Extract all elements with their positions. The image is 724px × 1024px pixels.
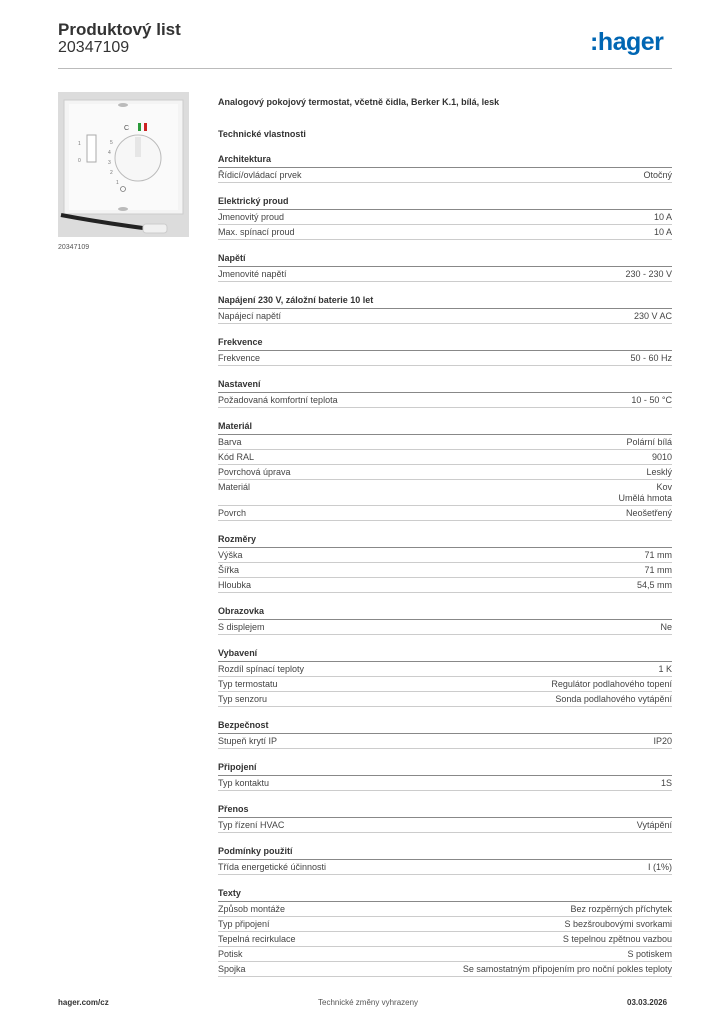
spec-label: Povrch <box>218 508 247 518</box>
spec-value <box>654 212 672 223</box>
spec-label: Jmenovité napětí <box>218 269 287 279</box>
spec-value <box>637 580 672 591</box>
spec-value <box>625 269 672 280</box>
spec-row <box>218 465 672 480</box>
spec-row <box>218 480 672 506</box>
spec-row <box>218 776 672 791</box>
product-image <box>58 92 189 237</box>
spec-value <box>564 919 672 930</box>
spec-group-title: Podmínky použití <box>218 846 672 860</box>
spec-label: Spojka <box>218 964 246 974</box>
spec-label: Typ řízení HVAC <box>218 820 285 830</box>
spec-label: Max. spínací proud <box>218 227 295 237</box>
spec-label: Typ termostatu <box>218 679 278 689</box>
spec-group <box>218 196 672 240</box>
spec-value-line: Polární bílá <box>626 437 672 447</box>
footer-website: hager.com/cz <box>58 998 109 1007</box>
spec-label: Potisk <box>218 949 243 959</box>
footer-date: 03.03.2026 <box>627 998 668 1007</box>
spec-group <box>218 648 672 707</box>
spec-value-line: S bezšroubovými svorkami <box>564 919 672 929</box>
spec-label: Hloubka <box>218 580 252 590</box>
spec-group-title: Nastavení <box>218 379 672 393</box>
spec-group-title: Připojení <box>218 762 672 776</box>
spec-label: Požadovaná komfortní teplota <box>218 395 338 405</box>
spec-row <box>218 210 672 225</box>
spec-value <box>661 778 672 789</box>
spec-group-title: Architektura <box>218 154 672 168</box>
spec-row <box>218 450 672 465</box>
spec-value <box>555 694 672 705</box>
image-caption: 20347109 <box>58 244 90 251</box>
spec-value-line: 10 A <box>653 212 672 222</box>
spec-group-title: Obrazovka <box>218 606 672 620</box>
spec-label: Napájecí napětí <box>218 311 282 321</box>
spec-group-title: Přenos <box>218 804 672 818</box>
spec-row <box>218 548 672 563</box>
spec-value <box>634 311 672 322</box>
spec-value-line: 71 mm <box>644 565 672 575</box>
svg-text:0: 0 <box>78 158 81 164</box>
spec-row <box>218 662 672 677</box>
spec-group <box>218 846 672 875</box>
spec-group-title: Elektrický proud <box>218 196 672 210</box>
spec-group <box>218 888 672 977</box>
svg-text:1: 1 <box>78 141 81 147</box>
spec-value-line: 1 K <box>658 664 672 674</box>
spec-value-line: I (1%) <box>647 862 672 872</box>
spec-row <box>218 435 672 450</box>
spec-label: Rozdíl spínací teploty <box>218 664 305 674</box>
spec-group <box>218 337 672 366</box>
spec-label: Tepelná recirkulace <box>218 934 296 944</box>
spec-group <box>218 253 672 282</box>
spec-value <box>626 437 672 448</box>
spec-label: S displejem <box>218 622 265 632</box>
spec-group-title: Frekvence <box>218 337 672 351</box>
svg-text:3: 3 <box>108 160 111 166</box>
spec-value-line: Lesklý <box>646 467 672 477</box>
product-code: 20347109 <box>58 39 130 56</box>
spec-row <box>218 225 672 240</box>
spec-value-line: S potiskem <box>627 949 672 959</box>
spec-label: Frekvence <box>218 353 261 363</box>
spec-value-line: Bez rozpěrných příchytek <box>570 904 672 914</box>
header-divider <box>58 68 672 69</box>
spec-value <box>551 679 672 690</box>
spec-group <box>218 379 672 408</box>
spec-value <box>626 508 672 519</box>
spec-content <box>218 97 672 977</box>
page-title: Produktový list <box>58 20 181 39</box>
spec-row <box>218 168 672 183</box>
spec-group-title: Rozměry <box>218 534 672 548</box>
spec-label: Způsob montáže <box>218 904 286 914</box>
spec-row <box>218 734 672 749</box>
svg-text:C: C <box>124 125 130 132</box>
spec-row <box>218 677 672 692</box>
spec-group <box>218 720 672 749</box>
spec-label: Výška <box>218 550 243 560</box>
spec-row <box>218 962 672 977</box>
spec-label: Typ kontaktu <box>218 778 270 788</box>
spec-value <box>627 949 672 960</box>
spec-value-line: 230 V AC <box>633 311 672 321</box>
spec-group-title: Napájení 230 V, záložní baterie 10 let <box>218 295 672 309</box>
spec-row <box>218 351 672 366</box>
spec-row <box>218 393 672 408</box>
spec-value <box>648 862 672 873</box>
spec-group-title: Napětí <box>218 253 672 267</box>
spec-group-title: Materiál <box>218 421 672 435</box>
spec-value-line: Kov <box>656 482 672 492</box>
spec-value <box>660 622 672 633</box>
product-title: Analogový pokojový termostat, včetně čidla, Berker K.1, bílá, lesk <box>218 97 500 107</box>
spec-label: Stupeň krytí IP <box>218 736 278 746</box>
svg-text:1: 1 <box>116 180 119 186</box>
spec-value-line: Otočný <box>643 170 672 180</box>
section-title: Technické vlastnosti <box>218 129 306 139</box>
spec-value-line: 10 A <box>653 227 672 237</box>
spec-value-line: Regulátor podlahového topení <box>551 679 672 689</box>
spec-value-line: Neošetřený <box>625 508 672 518</box>
spec-groups <box>218 154 672 977</box>
spec-value-line: 230 - 230 V <box>625 269 672 279</box>
spec-value <box>644 565 672 576</box>
spec-value <box>654 227 672 238</box>
spec-row <box>218 309 672 324</box>
spec-row <box>218 902 672 917</box>
spec-value-line: Se samostatným připojením pro noční pokles teploty <box>462 964 672 974</box>
spec-value <box>563 934 672 945</box>
spec-value-line: Ne <box>660 622 672 632</box>
spec-group <box>218 804 672 833</box>
spec-label: Barva <box>218 437 242 447</box>
hager-logo: :hager <box>590 28 664 56</box>
svg-text:2: 2 <box>110 170 113 176</box>
spec-row <box>218 947 672 962</box>
spec-value-line: Vytápění <box>636 820 672 830</box>
spec-label: Třída energetické účinnosti <box>218 862 327 872</box>
spec-group <box>218 421 672 521</box>
spec-row <box>218 860 672 875</box>
spec-label: Povrchová úprava <box>218 467 291 477</box>
spec-group <box>218 606 672 635</box>
spec-value <box>653 736 672 747</box>
spec-value <box>652 452 672 463</box>
spec-row <box>218 620 672 635</box>
spec-value-line: Umělá hmota <box>618 493 672 503</box>
spec-group <box>218 762 672 791</box>
spec-group <box>218 534 672 593</box>
spec-value <box>630 353 672 364</box>
spec-label: Šířka <box>218 565 240 575</box>
spec-group <box>218 295 672 324</box>
spec-row <box>218 818 672 833</box>
spec-value <box>644 550 672 561</box>
spec-row <box>218 932 672 947</box>
spec-group-title: Bezpečnost <box>218 720 672 734</box>
spec-value-line: 54,5 mm <box>636 580 672 590</box>
spec-value <box>637 820 672 831</box>
spec-group-title: Texty <box>218 888 672 902</box>
spec-value <box>658 664 672 675</box>
spec-row <box>218 578 672 593</box>
spec-value <box>643 170 672 181</box>
spec-row <box>218 692 672 707</box>
spec-row <box>218 563 672 578</box>
spec-value-line: 9010 <box>651 452 672 462</box>
spec-label: Materiál <box>218 482 251 492</box>
spec-value-line: 1S <box>660 778 672 788</box>
spec-value-line: 71 mm <box>644 550 672 560</box>
spec-row <box>218 267 672 282</box>
footer-note: Technické změny vyhrazeny <box>318 998 419 1007</box>
spec-value <box>463 964 672 975</box>
spec-label: Typ senzoru <box>218 694 268 704</box>
spec-label: Jmenovitý proud <box>218 212 285 222</box>
spec-value-line: Sonda podlahového vytápění <box>555 694 672 704</box>
spec-value <box>646 467 672 478</box>
spec-label: Kód RAL <box>218 452 255 462</box>
spec-value <box>618 482 672 504</box>
spec-row <box>218 917 672 932</box>
spec-group <box>218 154 672 183</box>
spec-value <box>570 904 672 915</box>
spec-value-line: 50 - 60 Hz <box>630 353 672 363</box>
spec-label: Řídicí/ovládací prvek <box>218 170 302 180</box>
spec-label: Typ připojení <box>218 919 270 929</box>
spec-group-title: Vybavení <box>218 648 672 662</box>
spec-row <box>218 506 672 521</box>
spec-value <box>631 395 672 406</box>
spec-value-line: 10 - 50 °C <box>631 395 672 405</box>
spec-value-line: S tepelnou zpětnou vazbou <box>562 934 672 944</box>
svg-text:4: 4 <box>108 150 111 156</box>
svg-text:5: 5 <box>110 140 113 146</box>
spec-value-line: IP20 <box>653 736 672 746</box>
